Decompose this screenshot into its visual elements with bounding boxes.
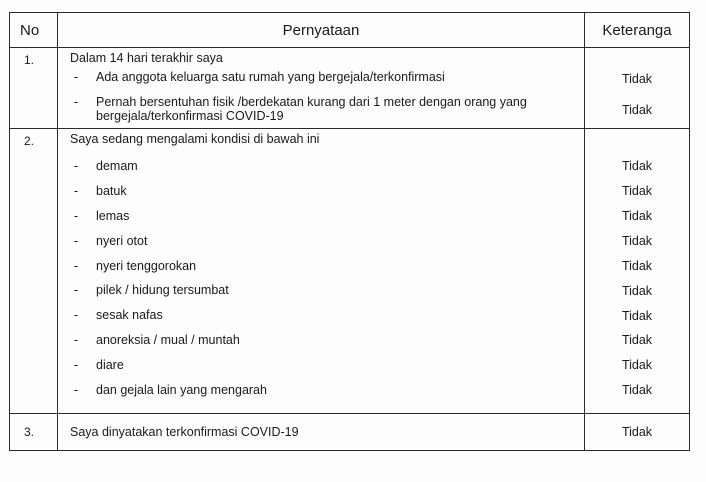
list-item bbox=[70, 184, 584, 198]
bullet-dash: - bbox=[74, 358, 79, 373]
statement-cell bbox=[58, 48, 585, 129]
answer-text: Tidak bbox=[621, 72, 653, 86]
bullet-dash: - bbox=[74, 95, 79, 109]
answer-cell bbox=[585, 48, 690, 129]
bullet-dash: - bbox=[74, 283, 79, 298]
row-number: 2. bbox=[10, 129, 58, 414]
section-title: Saya sedang mengalami kondisi di bawah ini bbox=[70, 132, 320, 146]
bullet-dash: - bbox=[74, 233, 79, 248]
bullet-dash: - bbox=[74, 159, 79, 173]
list-item bbox=[70, 283, 584, 297]
answer-text: Tidak bbox=[621, 184, 653, 198]
answer-text: Tidak bbox=[621, 284, 653, 298]
bullet-dash: - bbox=[74, 383, 79, 398]
answer-text: Tidak bbox=[621, 309, 653, 323]
table-header-row bbox=[10, 13, 690, 48]
answer-text: Tidak bbox=[621, 259, 653, 273]
section-title: Dalam 14 hari terakhir saya bbox=[70, 51, 223, 65]
list-item bbox=[70, 358, 584, 372]
list-item bbox=[70, 70, 584, 84]
list-item bbox=[70, 383, 584, 397]
answer-text: Tidak bbox=[621, 159, 653, 173]
row-number: 1. bbox=[10, 48, 58, 129]
bullet-dash: - bbox=[74, 70, 79, 84]
bullet-dash: - bbox=[74, 308, 79, 323]
list-item bbox=[70, 259, 584, 273]
item-text: pilek / hidung tersumbat bbox=[96, 283, 229, 298]
table-row-section-3 bbox=[10, 414, 690, 451]
health-declaration-table bbox=[9, 12, 690, 451]
answer-cell bbox=[585, 129, 690, 414]
table-row-section-1 bbox=[10, 48, 690, 129]
answer-text: Tidak bbox=[621, 383, 653, 397]
bullet-dash: - bbox=[74, 333, 79, 348]
item-text: Ada anggota keluarga satu rumah yang bergejala/terkonfirmasi bbox=[96, 70, 445, 84]
item-text: batuk bbox=[96, 183, 127, 198]
statement-cell: Saya dinyatakan terkonfirmasi COVID-19 bbox=[58, 414, 585, 451]
item-text: anoreksia / mual / muntah bbox=[96, 333, 240, 348]
list-item bbox=[70, 209, 584, 223]
answer-text: Tidak bbox=[621, 234, 653, 248]
item-text: diare bbox=[96, 358, 124, 373]
bullet-dash: - bbox=[74, 258, 79, 273]
header-info: Keteranga bbox=[585, 13, 690, 48]
header-no: No bbox=[10, 13, 58, 48]
answer-text: Tidak bbox=[621, 103, 653, 117]
item-text: sesak nafas bbox=[96, 308, 163, 323]
list-item bbox=[70, 234, 584, 248]
list-item bbox=[70, 333, 584, 347]
answer-text: Tidak bbox=[621, 358, 653, 372]
bullet-dash: - bbox=[74, 183, 79, 198]
header-statement: Pernyataan bbox=[58, 13, 585, 48]
item-text: nyeri tenggorokan bbox=[96, 258, 197, 273]
row-number: 3. bbox=[10, 414, 58, 451]
answer-text: Tidak bbox=[585, 414, 690, 451]
item-text: nyeri otot bbox=[96, 233, 148, 248]
bullet-dash: - bbox=[74, 208, 79, 223]
list-item bbox=[70, 159, 584, 173]
item-text: dan gejala lain yang mengarah bbox=[96, 383, 267, 398]
item-text: lemas bbox=[96, 208, 130, 223]
answer-text: Tidak bbox=[621, 209, 653, 223]
list-item bbox=[70, 95, 584, 123]
item-text: Pernah bersentuhan fisik /berdekatan kurang dari 1 meter dengan orang yang bergejala/terkonfirmasi COVID-19 bbox=[96, 95, 527, 123]
item-text: demam bbox=[96, 159, 138, 173]
table-row-section-2 bbox=[10, 129, 690, 414]
list-item bbox=[70, 308, 584, 322]
answer-text: Tidak bbox=[621, 333, 653, 347]
statement-cell bbox=[58, 129, 585, 414]
